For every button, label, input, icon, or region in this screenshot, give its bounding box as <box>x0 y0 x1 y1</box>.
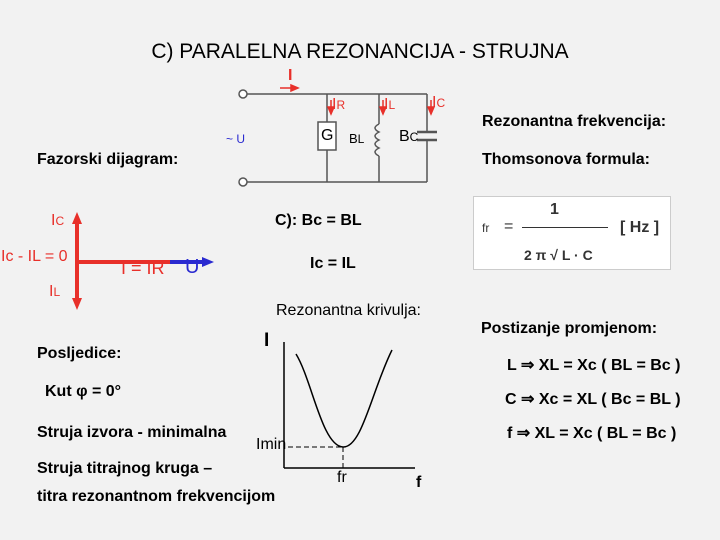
tuning-row-f: f ⇒ XL = Xc ( BL = Bc ) <box>507 425 677 442</box>
circuit-arrows <box>280 85 434 114</box>
ic-label: IC <box>432 94 446 111</box>
bl-label: BL <box>349 131 365 146</box>
phasor-ic-label: IC <box>51 212 65 229</box>
il-label: IL <box>384 96 396 113</box>
phasor-u-label: U <box>185 256 200 278</box>
curve-fr-label: fr <box>337 469 347 486</box>
thomson-heading: Thomsonova formula: <box>482 151 651 168</box>
ir-label: IR <box>332 96 346 113</box>
consequences-heading: Posljedice: <box>37 345 122 362</box>
formula-numerator: 1 <box>550 201 559 218</box>
curve-x-axis-label: f <box>416 474 422 491</box>
formula-fraction-bar <box>522 227 608 228</box>
formula-equals: = <box>504 218 514 235</box>
condition-current: Ic = IL <box>310 255 356 272</box>
consequence-angle: Kut φ = 0° <box>45 383 122 400</box>
tuning-heading: Postizanje promjenom: <box>481 320 658 337</box>
source-voltage-label: ~ U <box>226 132 246 146</box>
curve-imin-label: Imin <box>256 436 287 453</box>
page-title: C) PARALELNA REZONANCIJA - STRUJNA <box>151 40 569 63</box>
consequence-source-current: Struja izvora - minimalna <box>37 424 227 441</box>
resonant-frequency-heading: Rezonantna frekvencija: <box>482 113 667 130</box>
formula-unit: [ Hz ] <box>620 219 660 236</box>
tuning-row-c: C ⇒ Xc = XL ( Bc = BL ) <box>505 391 681 408</box>
tuning-row-l: L ⇒ XL = Xc ( BL = Bc ) <box>507 357 681 374</box>
phasor-difference-label: Ic - IL = 0 <box>1 248 68 265</box>
consequence-tank-frequency: titra rezonantnom frekvencijom <box>37 488 276 505</box>
phasor-heading: Fazorski dijagram: <box>37 151 179 168</box>
resonance-curve <box>296 350 392 447</box>
phasor-il-label: IL <box>49 283 61 300</box>
formula-denominator: 2 π √ L · C <box>524 247 593 263</box>
formula-fr: fr <box>482 221 490 235</box>
bc-label: BC <box>399 128 419 145</box>
thomson-formula <box>473 196 671 270</box>
curve-y-axis-label: I <box>264 330 270 351</box>
phasor-ir-label: I = IR <box>121 258 165 278</box>
resonance-curve-axes <box>284 342 415 468</box>
condition-susceptance: C): Bc = BL <box>275 212 362 229</box>
conductance-label: G <box>321 127 334 144</box>
source-current-label: I <box>288 67 293 84</box>
consequence-tank-current: Struja titrajnog kruga – <box>37 460 213 477</box>
curve-heading: Rezonantna krivulja: <box>276 302 421 319</box>
